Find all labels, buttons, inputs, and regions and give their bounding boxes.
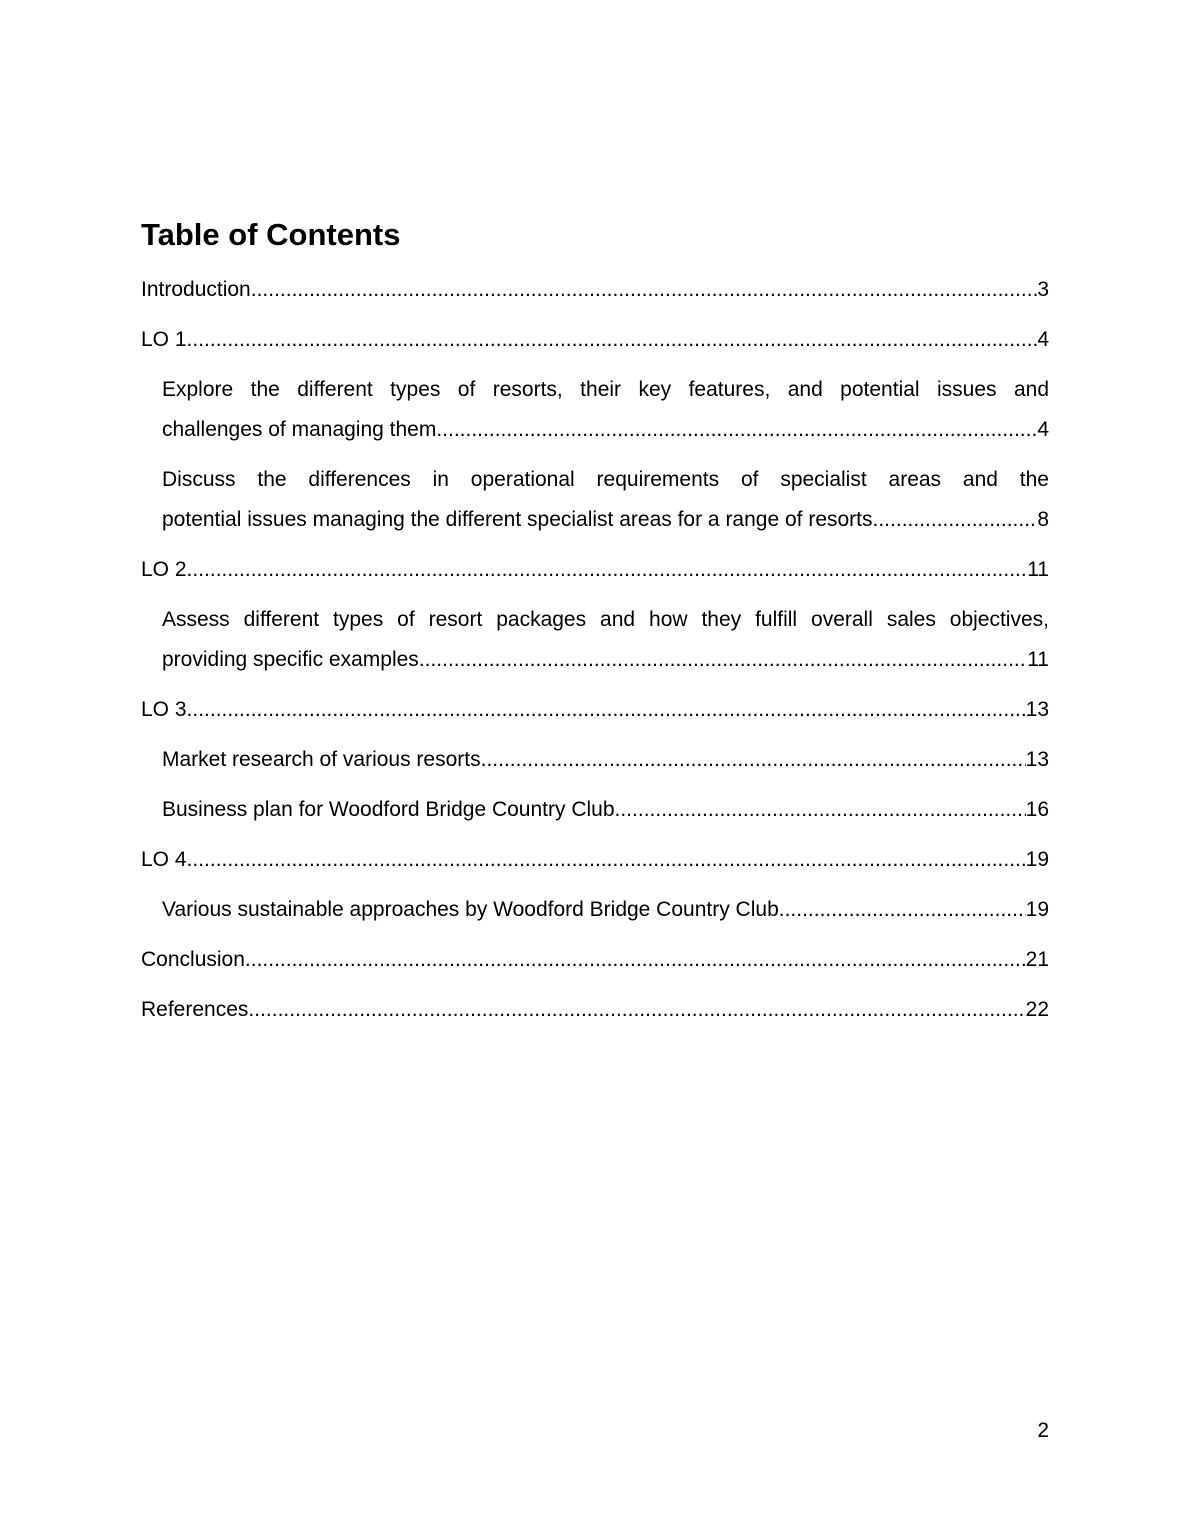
toc-entry-page: 3 — [1037, 278, 1049, 301]
dot-leader — [873, 500, 1038, 540]
dot-leader — [251, 270, 1038, 310]
toc-entry-conclusion[interactable] — [141, 940, 1049, 980]
toc-entry-page: 4 — [1037, 418, 1049, 441]
toc-list — [141, 270, 1049, 1040]
toc-entry-text-line1: Explore the different types of resorts, their key features, and potential issues and — [162, 378, 1049, 401]
toc-entry-text: challenges of managing them — [162, 418, 437, 441]
toc-entry-page: 19 — [1025, 898, 1049, 921]
toc-entry-text: LO 2 — [141, 558, 187, 581]
toc-entry-text: potential issues managing the different specialist areas for a range of resorts — [162, 508, 873, 531]
toc-entry-text: providing specific examples — [162, 648, 419, 671]
toc-entry-business-plan[interactable] — [162, 790, 1049, 830]
toc-entry-text-line1: Discuss the differences in operational requirements of specialist areas and the — [162, 468, 1049, 491]
dot-leader — [419, 640, 1027, 680]
toc-entry-lo4[interactable] — [141, 840, 1049, 880]
dot-leader — [187, 550, 1028, 590]
toc-entry-assess-packages[interactable] — [162, 600, 1049, 680]
toc-entry-references[interactable] — [141, 990, 1049, 1030]
dot-leader — [481, 740, 1026, 780]
toc-title: Table of Contents — [141, 217, 401, 252]
dot-leader — [248, 990, 1025, 1030]
toc-entry-page: 21 — [1025, 948, 1049, 971]
toc-entry-introduction[interactable] — [141, 270, 1049, 310]
toc-entry-page: 8 — [1037, 508, 1049, 531]
dot-leader — [187, 840, 1026, 880]
toc-entry-discuss-differences[interactable] — [162, 460, 1049, 540]
toc-entry-text: Introduction — [141, 278, 251, 301]
page-number: 2 — [1037, 1419, 1049, 1442]
dot-leader — [245, 940, 1026, 980]
toc-entry-text: Market research of various resorts — [162, 748, 481, 771]
toc-entry-explore-resorts[interactable] — [162, 370, 1049, 450]
toc-entry-text: LO 4 — [141, 848, 187, 871]
toc-entry-lo2[interactable] — [141, 550, 1049, 590]
dot-leader — [436, 410, 1037, 450]
toc-entry-text: Conclusion — [141, 948, 245, 971]
toc-entry-page: 11 — [1027, 558, 1049, 581]
toc-entry-page: 11 — [1027, 648, 1049, 671]
toc-entry-text: Business plan for Woodford Bridge Country Club — [162, 798, 615, 821]
toc-entry-text-line1: Assess different types of resort packages and how they fulfill overall sales objectives, — [162, 608, 1049, 631]
toc-entry-lo3[interactable] — [141, 690, 1049, 730]
toc-entry-text: LO 3 — [141, 698, 187, 721]
toc-entry-page: 19 — [1025, 848, 1049, 871]
toc-entry-lo1[interactable] — [141, 320, 1049, 360]
toc-entry-page: 13 — [1025, 698, 1049, 721]
dot-leader — [779, 890, 1026, 930]
toc-entry-sustainable-approaches[interactable] — [162, 890, 1049, 930]
dot-leader — [187, 320, 1038, 360]
toc-entry-market-research[interactable] — [162, 740, 1049, 780]
toc-entry-text: References — [141, 998, 249, 1021]
toc-entry-text: LO 1 — [141, 328, 187, 351]
toc-entry-page: 13 — [1025, 748, 1049, 771]
toc-entry-text: Various sustainable approaches by Woodford Bridge Country Club — [162, 898, 779, 921]
toc-entry-page: 16 — [1025, 798, 1049, 821]
dot-leader — [615, 790, 1026, 830]
dot-leader — [187, 690, 1026, 730]
toc-entry-page: 22 — [1025, 998, 1049, 1021]
toc-entry-page: 4 — [1037, 328, 1049, 351]
